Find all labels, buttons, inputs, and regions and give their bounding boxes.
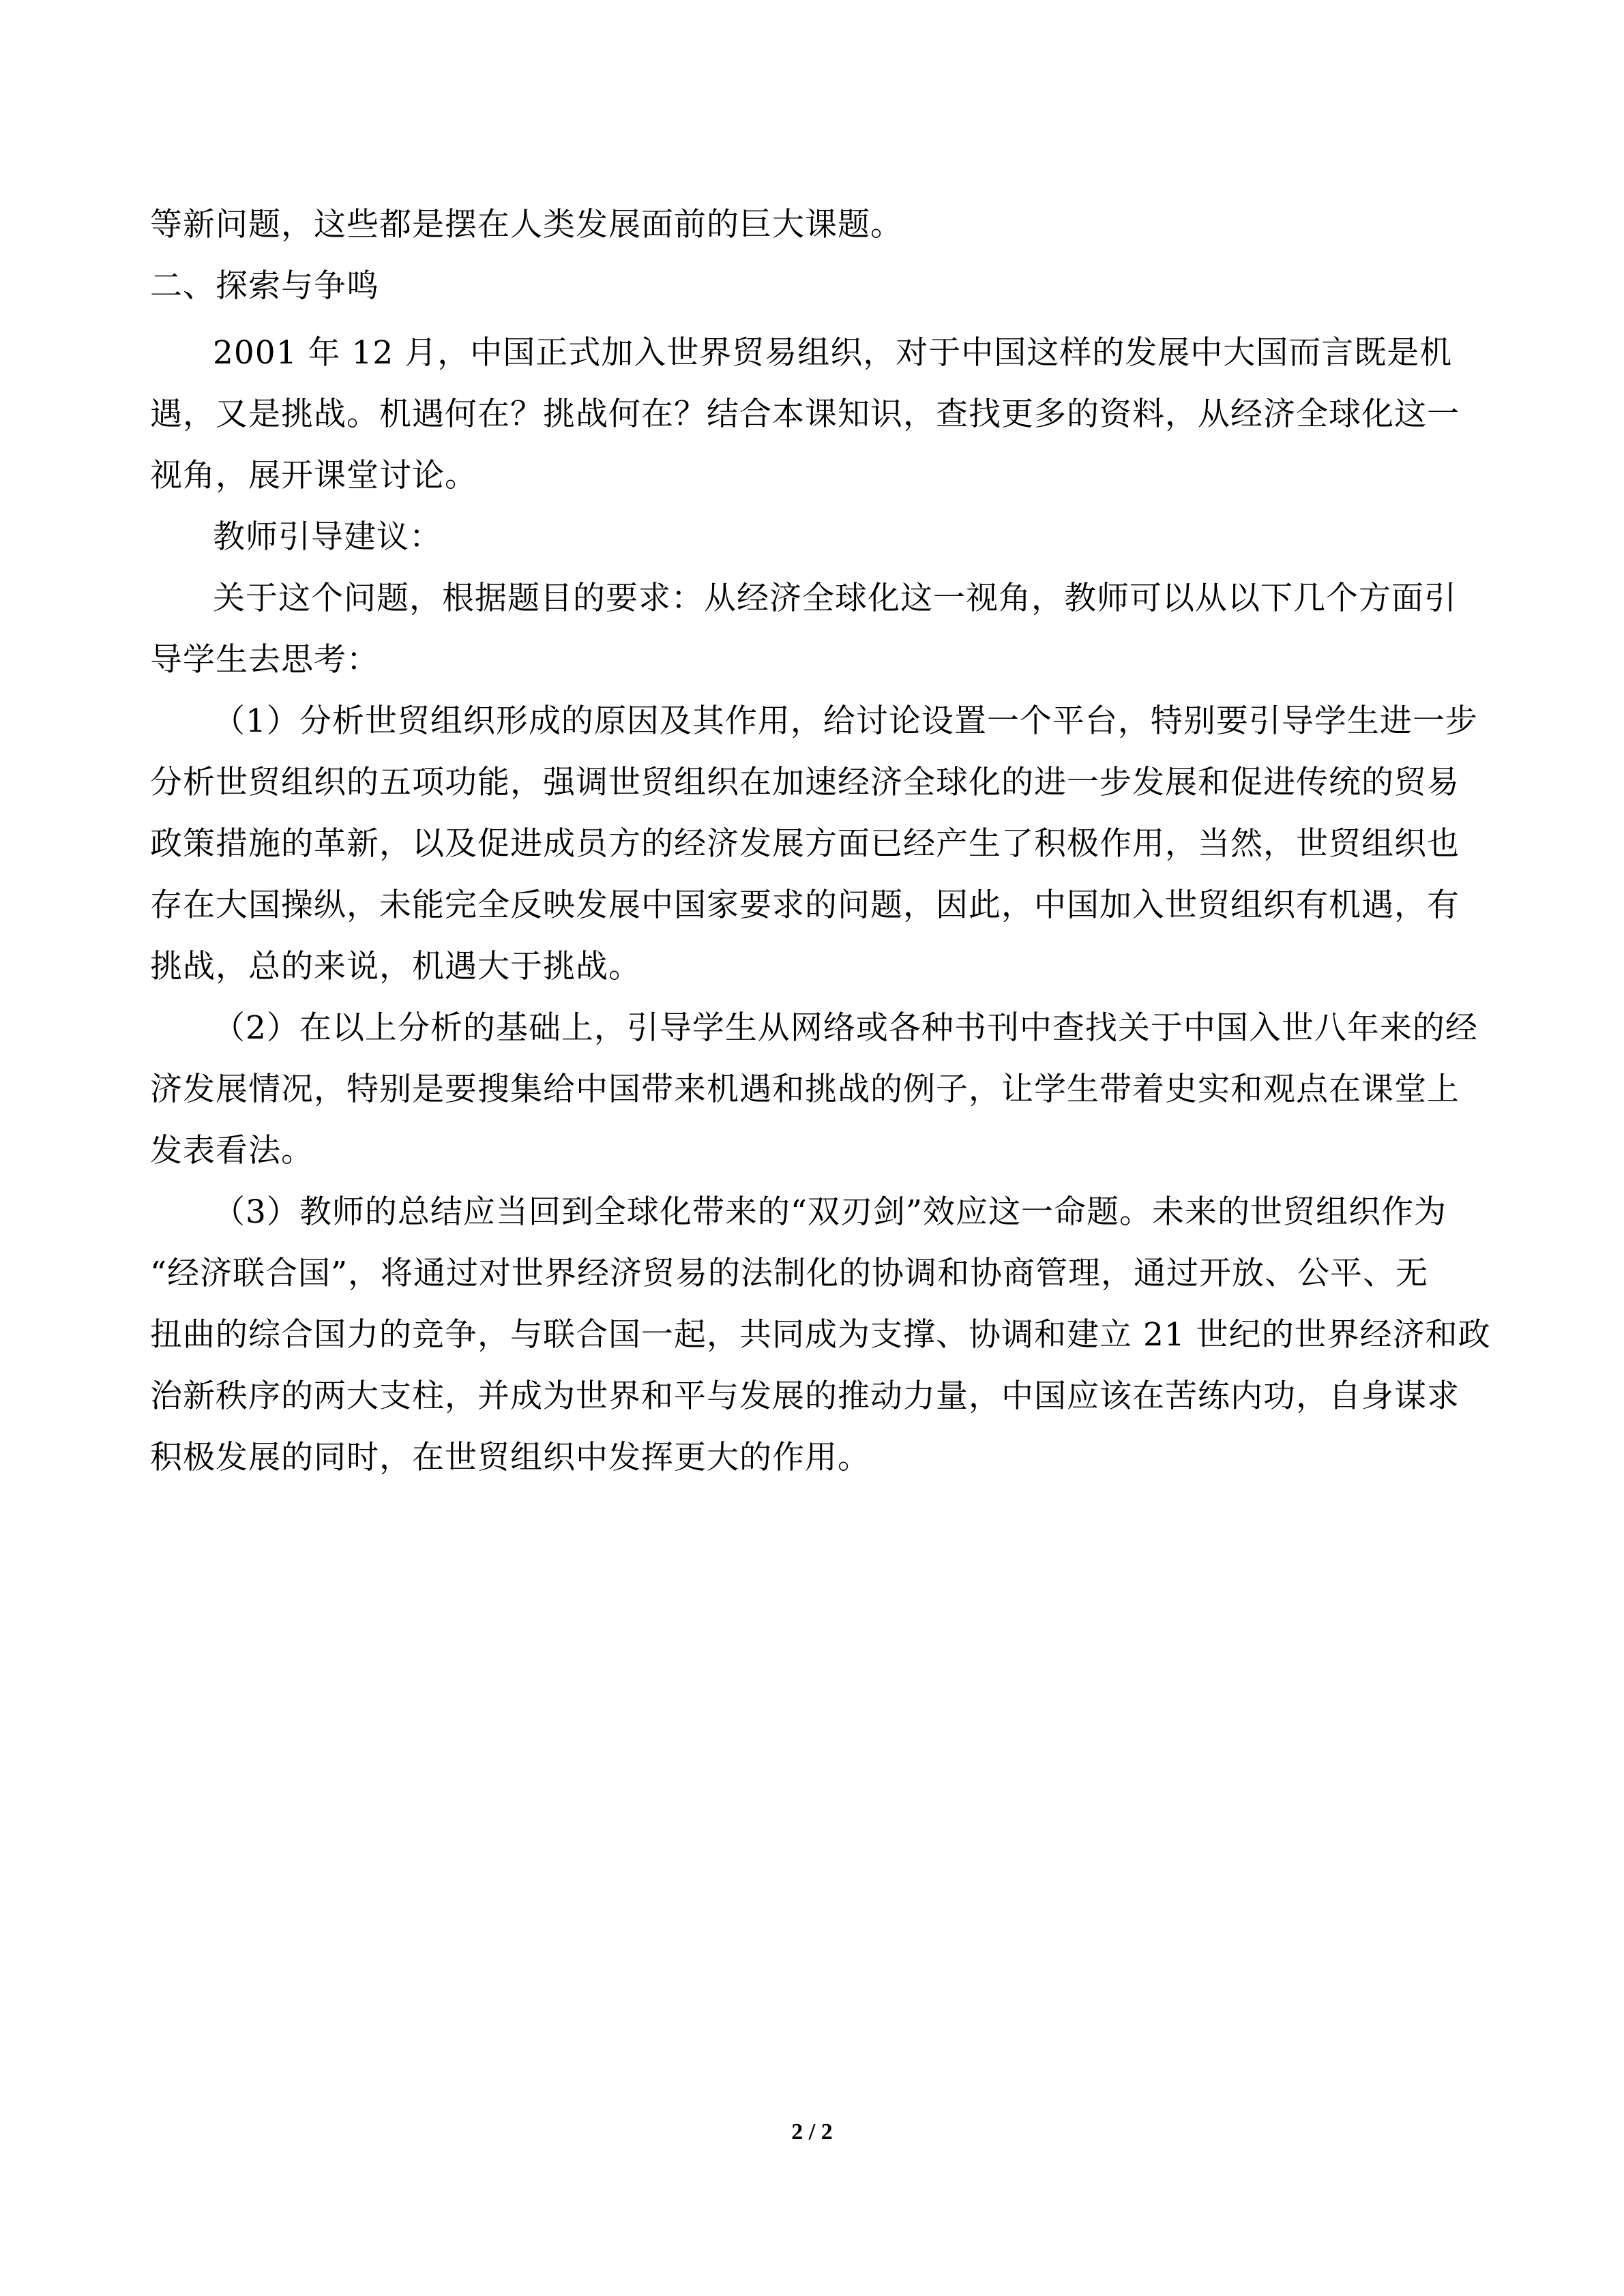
paragraph-line: （2）在以上分析的基础上，引导学生从网络或各种书刊中查找关于中国入世八年来的经	[213, 1009, 1478, 1047]
paragraph-line: “经济联合国”，将通过对世界经济贸易的法制化的协调和协商管理，通过开放、公平、无	[150, 1255, 1429, 1292]
paragraph-line: 扭曲的综合国力的竞争，与联合国一起，共同成为支撑、协调和建立 21 世纪的世界经济和政	[150, 1316, 1491, 1354]
paragraph-line: 治新秩序的两大支柱，并成为世界和平与发展的推动力量，中国应该在苦练内功，自身谋求	[150, 1377, 1460, 1415]
paragraph-line: 2001 年 12 月，中国正式加入世界贸易组织，对于中国这样的发展中大国而言既是机	[213, 334, 1453, 372]
paragraph-line: 政策措施的革新，以及促进成员方的经济发展方面已经产生了积极作用，当然，世贸组织也	[150, 825, 1460, 863]
paragraph-line: 遇，又是挑战。机遇何在？挑战何在？结合本课知识，查找更多的资料，从经济全球化这一	[150, 396, 1460, 433]
paragraph-line: 发表看法。	[150, 1132, 314, 1169]
paragraph-line: 挑战，总的来说，机遇大于挑战。	[150, 948, 641, 985]
page-number: 2 / 2	[791, 2119, 833, 2145]
paragraph-line: 等新问题，这些都是摆在人类发展面前的巨大课题。	[150, 206, 903, 243]
paragraph-line: 积极发展的同时，在世贸组织中发挥更大的作用。	[150, 1439, 870, 1476]
paragraph-line: 视角，展开课堂讨论。	[150, 457, 477, 494]
paragraph-line: 分析世贸组织的五项功能，强调世贸组织在加速经济全球化的进一步发展和促进传统的贸易	[150, 764, 1460, 801]
paragraph-line: （1）分析世贸组织形成的原因及其作用，给讨论设置一个平台，特别要引导学生进一步	[213, 702, 1478, 740]
paragraph-line: 存在大国操纵，未能完全反映发展中国家要求的问题，因此，中国加入世贸组织有机遇，有	[150, 886, 1460, 924]
paragraph-line: 济发展情况，特别是要搜集给中国带来机遇和挑战的例子，让学生带着史实和观点在课堂上	[150, 1071, 1460, 1108]
paragraph-line: 关于这个问题，根据题目的要求：从经济全球化这一视角，教师可以从以下几个方面引	[213, 580, 1457, 617]
paragraph-line: （3）教师的总结应当回到全球化带来的“双刃剑”效应这一命题。未来的世贸组织作为	[213, 1193, 1447, 1231]
paragraph-line: 导学生去思考：	[150, 641, 379, 679]
paragraph-line: 教师引导建议：	[213, 518, 442, 556]
section-heading: 二、探索与争鸣	[150, 267, 379, 305]
